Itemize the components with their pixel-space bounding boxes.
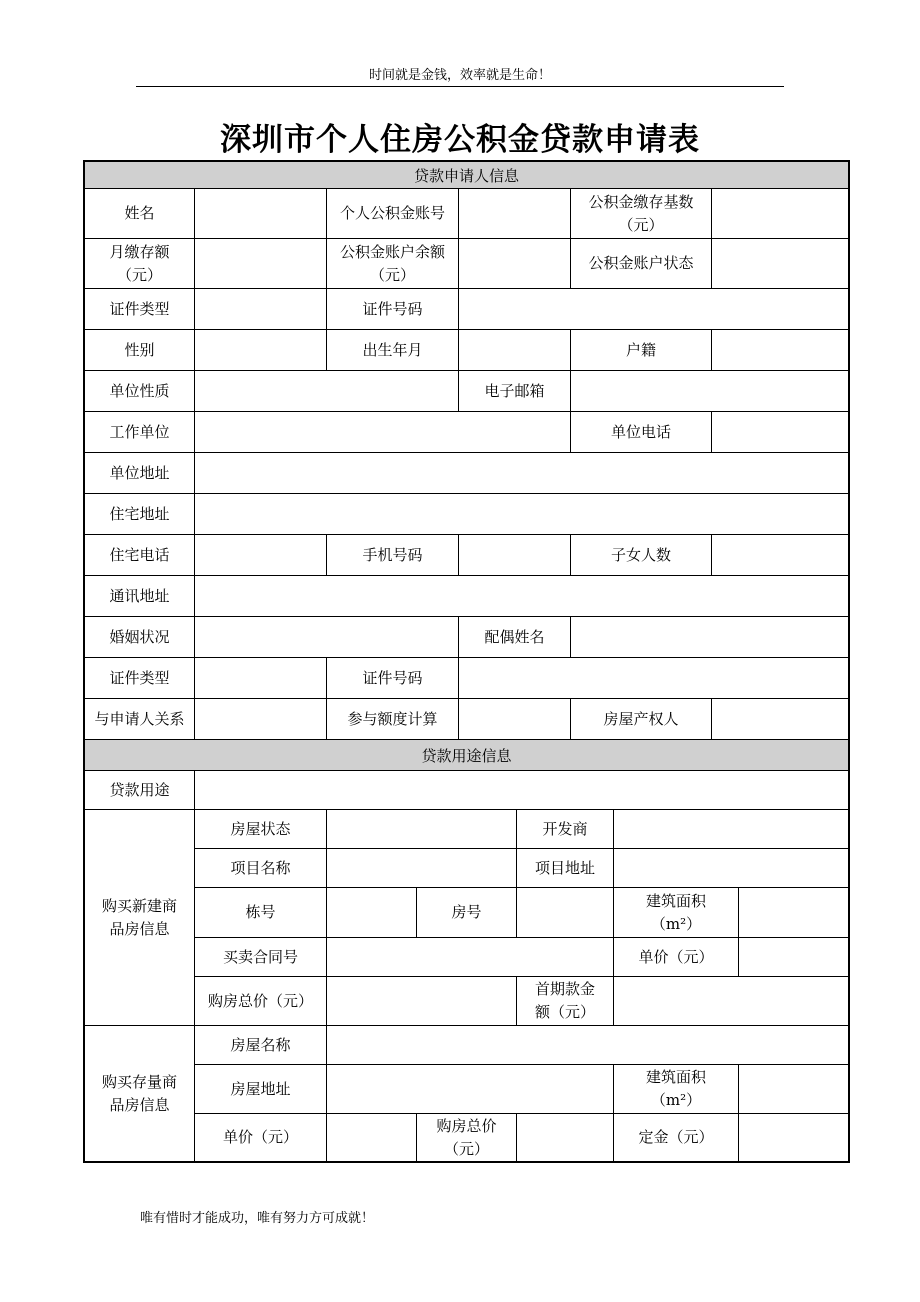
label-employer-type: 单位性质 bbox=[85, 371, 195, 411]
input-relation[interactable] bbox=[195, 699, 327, 739]
page-header-motto: 时间就是金钱，效率就是生命！ bbox=[368, 68, 551, 83]
input-account-balance[interactable] bbox=[459, 239, 571, 288]
loan-application-form bbox=[83, 160, 850, 1163]
row-home-address bbox=[85, 494, 848, 535]
section-applicant-title: 贷款申请人信息 bbox=[413, 166, 519, 185]
label-down-payment: 首期款金 额（元） bbox=[517, 977, 614, 1025]
page-footer-motto: 唯有惜时才能成功，唯有努力方可成就！ bbox=[140, 1211, 375, 1226]
input-down-payment[interactable] bbox=[614, 977, 848, 1025]
row-house-address bbox=[195, 1065, 848, 1114]
input-project-name[interactable] bbox=[327, 849, 517, 887]
input-room-no[interactable] bbox=[517, 888, 614, 937]
label-developer: 开发商 bbox=[517, 810, 614, 848]
input-spouse-id-number[interactable] bbox=[459, 658, 848, 698]
input-mobile[interactable] bbox=[459, 535, 571, 575]
label-existing-house-group: 购买存量商 品房信息 bbox=[85, 1026, 195, 1161]
label-building-no: 栋号 bbox=[195, 888, 327, 937]
input-account-status[interactable] bbox=[712, 239, 848, 288]
label-spouse-id-type: 证件类型 bbox=[85, 658, 195, 698]
input-email[interactable] bbox=[571, 371, 848, 411]
label-name: 姓名 bbox=[85, 189, 195, 238]
header-rule bbox=[136, 86, 784, 87]
label-house-address: 房屋地址 bbox=[195, 1065, 327, 1113]
input-monthly-deposit[interactable] bbox=[195, 239, 327, 288]
input-employer-address[interactable] bbox=[195, 453, 848, 493]
label-marital: 婚姻状况 bbox=[85, 617, 195, 657]
input-developer[interactable] bbox=[614, 810, 848, 848]
row-loan-use bbox=[85, 771, 848, 810]
row-house-status bbox=[195, 810, 848, 849]
input-house-name[interactable] bbox=[327, 1026, 848, 1064]
label-email: 电子邮箱 bbox=[459, 371, 571, 411]
label-loan-use: 贷款用途 bbox=[85, 771, 195, 809]
input-owner[interactable] bbox=[712, 699, 848, 739]
row-employer bbox=[85, 412, 848, 453]
label-spouse-id-number: 证件号码 bbox=[327, 658, 459, 698]
label-contract-no: 买卖合同号 bbox=[195, 938, 327, 976]
row-mail-address bbox=[85, 576, 848, 617]
input-new-floor-area[interactable] bbox=[739, 888, 848, 937]
label-account-status: 公积金账户状态 bbox=[571, 239, 712, 288]
label-owner: 房屋产权人 bbox=[571, 699, 712, 739]
label-relation: 与申请人关系 bbox=[85, 699, 195, 739]
label-deposit: 定金（元） bbox=[614, 1114, 739, 1161]
row-home-phone bbox=[85, 535, 848, 576]
input-existing-floor-area[interactable] bbox=[739, 1065, 848, 1113]
label-existing-total-price: 购房总价 （元） bbox=[417, 1114, 517, 1161]
label-spouse-name: 配偶姓名 bbox=[459, 617, 571, 657]
label-project-name: 项目名称 bbox=[195, 849, 327, 887]
row-monthly bbox=[85, 239, 848, 289]
row-spouse-id bbox=[85, 658, 848, 699]
section-purpose-title: 贷款用途信息 bbox=[421, 746, 512, 765]
input-existing-total-price[interactable] bbox=[517, 1114, 614, 1161]
row-relation bbox=[85, 699, 848, 740]
label-mobile: 手机号码 bbox=[327, 535, 459, 575]
label-employer: 工作单位 bbox=[85, 412, 195, 452]
input-spouse-id-type[interactable] bbox=[195, 658, 327, 698]
label-fund-base: 公积金缴存基数 （元） bbox=[571, 189, 712, 238]
label-mail-address: 通讯地址 bbox=[85, 576, 195, 616]
row-gender bbox=[85, 330, 848, 371]
row-existing-price bbox=[195, 1114, 848, 1161]
input-contract-no[interactable] bbox=[327, 938, 614, 976]
label-house-name: 房屋名称 bbox=[195, 1026, 327, 1064]
input-employer[interactable] bbox=[195, 412, 571, 452]
label-id-type: 证件类型 bbox=[85, 289, 195, 329]
label-new-total-price: 购房总价（元） bbox=[195, 977, 327, 1025]
input-birth[interactable] bbox=[459, 330, 571, 370]
input-name[interactable] bbox=[195, 189, 327, 238]
label-existing-unit-price: 单价（元） bbox=[195, 1114, 327, 1161]
label-employer-address: 单位地址 bbox=[85, 453, 195, 493]
label-employer-phone: 单位电话 bbox=[571, 412, 712, 452]
section-applicant-header bbox=[85, 162, 848, 189]
row-project bbox=[195, 849, 848, 888]
row-employer-type bbox=[85, 371, 848, 412]
section-purpose-header bbox=[85, 740, 848, 771]
input-new-total-price[interactable] bbox=[327, 977, 517, 1025]
input-employer-type[interactable] bbox=[195, 371, 459, 411]
form-title: 深圳市个人住房公积金贷款申请表 bbox=[220, 122, 700, 158]
label-house-status: 房屋状态 bbox=[195, 810, 327, 848]
input-employer-phone[interactable] bbox=[712, 412, 848, 452]
row-building bbox=[195, 888, 848, 938]
label-home-address: 住宅地址 bbox=[85, 494, 195, 534]
input-hukou[interactable] bbox=[712, 330, 848, 370]
label-account-balance: 公积金账户余额 （元） bbox=[327, 239, 459, 288]
input-building-no[interactable] bbox=[327, 888, 417, 937]
input-spouse-name[interactable] bbox=[571, 617, 848, 657]
input-house-status[interactable] bbox=[327, 810, 517, 848]
row-house-name bbox=[195, 1026, 848, 1065]
input-home-phone[interactable] bbox=[195, 535, 327, 575]
input-id-type[interactable] bbox=[195, 289, 327, 329]
input-house-address[interactable] bbox=[327, 1065, 614, 1113]
input-marital[interactable] bbox=[195, 617, 459, 657]
row-total-price bbox=[195, 977, 848, 1026]
label-id-number: 证件号码 bbox=[327, 289, 459, 329]
input-fund-account[interactable] bbox=[459, 189, 571, 238]
row-employer-address bbox=[85, 453, 848, 494]
label-children: 子女人数 bbox=[571, 535, 712, 575]
label-existing-floor-area: 建筑面积 （m²） bbox=[614, 1065, 739, 1113]
label-fund-account: 个人公积金账号 bbox=[327, 189, 459, 238]
label-new-unit-price: 单价（元） bbox=[614, 938, 739, 976]
input-existing-unit-price[interactable] bbox=[327, 1114, 417, 1161]
input-id-number[interactable] bbox=[459, 289, 848, 329]
label-new-floor-area: 建筑面积 （m²） bbox=[614, 888, 739, 937]
input-fund-base[interactable] bbox=[712, 189, 848, 238]
label-room-no: 房号 bbox=[417, 888, 517, 937]
input-home-address[interactable] bbox=[195, 494, 848, 534]
row-marital bbox=[85, 617, 848, 658]
input-quota-calc[interactable] bbox=[459, 699, 571, 739]
input-mail-address[interactable] bbox=[195, 576, 848, 616]
label-hukou: 户籍 bbox=[571, 330, 712, 370]
label-birth: 出生年月 bbox=[327, 330, 459, 370]
input-children[interactable] bbox=[712, 535, 848, 575]
label-home-phone: 住宅电话 bbox=[85, 535, 195, 575]
label-new-house-group: 购买新建商 品房信息 bbox=[85, 810, 195, 1026]
label-monthly-deposit: 月缴存额 （元） bbox=[85, 239, 195, 288]
row-name bbox=[85, 189, 848, 239]
label-gender: 性别 bbox=[85, 330, 195, 370]
input-project-address[interactable] bbox=[614, 849, 848, 887]
label-quota-calc: 参与额度计算 bbox=[327, 699, 459, 739]
row-contract bbox=[195, 938, 848, 977]
input-new-unit-price[interactable] bbox=[739, 938, 848, 976]
input-deposit[interactable] bbox=[739, 1114, 848, 1161]
label-project-address: 项目地址 bbox=[517, 849, 614, 887]
input-gender[interactable] bbox=[195, 330, 327, 370]
row-id bbox=[85, 289, 848, 330]
input-loan-use[interactable] bbox=[195, 771, 848, 809]
